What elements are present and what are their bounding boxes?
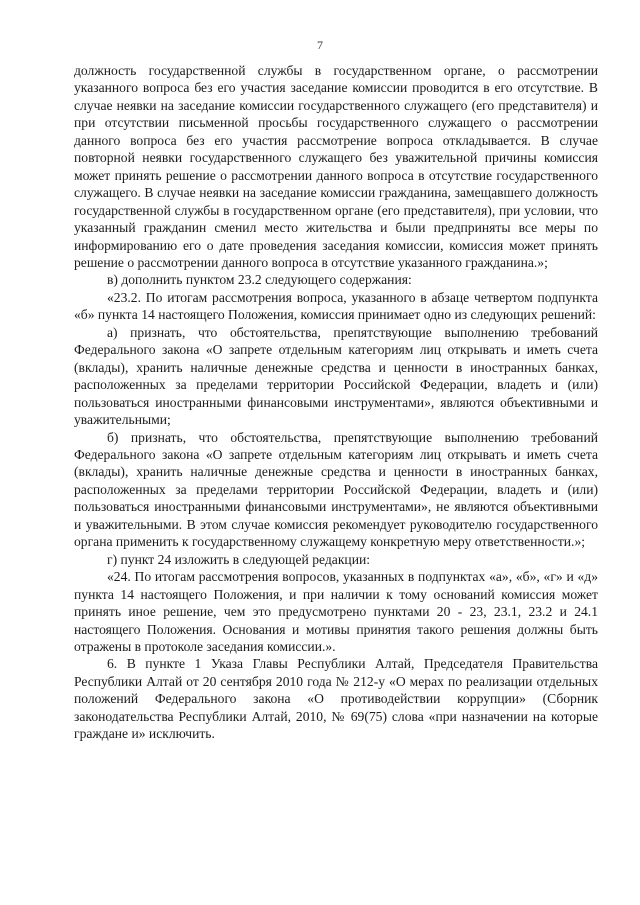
paragraph-sub-a: а) признать, что обстоятельства, препятствующие выполнению требований Федерального закона «О запрете отдельным категориям лиц открывать и иметь счета (вклады), хранить наличные денежные средства и ценности в иностранных банках, расположенных за пределами территории Российской Федерации, владеть и (или) пользоваться иностранными финансовыми инструментами», являются объективными и уважительными; (74, 324, 598, 428)
paragraph-clause-23-2: «23.2. По итогам рассмотрения вопроса, указанного в абзаце четвертом подпункта «б» пункта 14 настоящего Положения, комиссия принимает одно из следующих решений: (74, 289, 598, 323)
page-number: 7 (317, 38, 323, 52)
paragraph-sub-b: б) признать, что обстоятельства, препятствующие выполнению требований Федерального закона «О запрете отдельным категориям лиц открывать и иметь счета (вклады), хранить наличные денежные средства и ценности в иностранных банках, расположенных за пределами территории Российской Федерации, владеть и (или) пользоваться иностранными финансовыми инструментами», не являются объективными и уважительными. В этом случае комиссия рекомендует руководителю государственного органа применить к государственному служащему конкретную меру ответственности.»; (74, 429, 598, 550)
paragraph-item-v: в) дополнить пунктом 23.2 следующего содержания: (107, 272, 412, 288)
paragraph-item-g: г) пункт 24 изложить в следующей редакции: (107, 551, 371, 567)
paragraph-clause-24: «24. По итогам рассмотрения вопросов, указанных в подпунктах «а», «б», «г» и «д» пункта 14 настоящего Положения, и при наличии к тому оснований комиссия может принять иное решение, чем это предусмотрено пунктами 20 - 23, 23.1, 23.2 и 24.1 настоящего Положения. Основания и мотивы принятия такого решения должны быть отражены в протоколе заседания комиссии.». (74, 569, 598, 654)
paragraph-continuation: должность государственной службы в государственном органе, о рассмотрении указанного вопроса без его участия заседание комиссии проводится в его отсутствие. В случае неявки на заседание комиссии государственного служащего (его представителя) и при отсутствии письменной просьбы государственного служащего о рассмотрении данного вопроса без его участия рассмотрение вопроса откладывается. В случае повторной неявки государственного служащего без уважительной причины комиссия может принять решение о рассмотрении данного вопроса в отсутствие государственного служащего. В случае неявки на заседание комиссии гражданина, замещавшего должность государственной службы в государственном органе (его представителя), при условии, что указанный гражданин сменил место жительства и были предприняты все меры по информированию его о дате проведения заседания комиссии, комиссия может принять решение о рассмотрении данного вопроса в отсутствие указанного гражданина.»; (74, 63, 598, 270)
paragraph-item-6: 6. В пункте 1 Указа Главы Республики Алтай, Председателя Правительства Республики Алтай от 20 сентября 2010 года № 212-у «О мерах по реализации отдельных положений Федерального закона «О противодействии коррупции» (Сборник законодательства Республики Алтай, 2010, № 69(75) слова «при назначении на которые граждане и» исключить. (74, 656, 598, 742)
document-body (74, 62, 598, 743)
